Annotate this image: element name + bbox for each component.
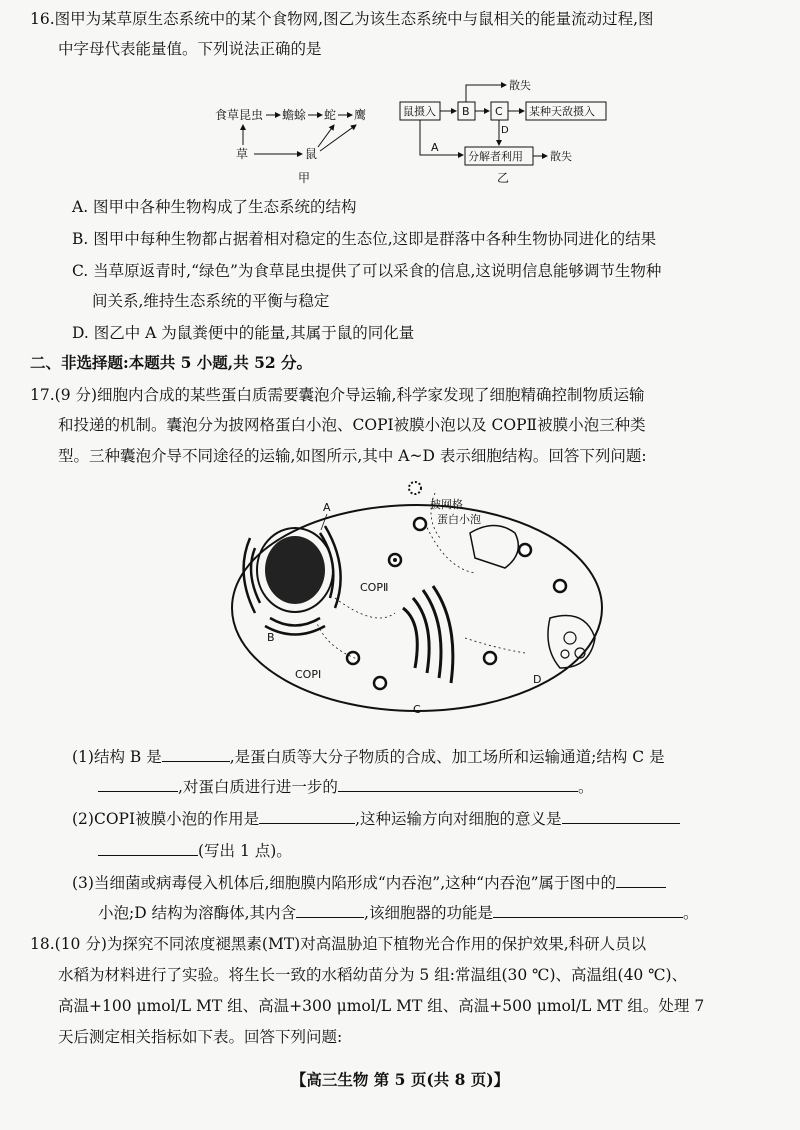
web-caption: 甲 — [298, 171, 311, 185]
answer-blank-vesicle-type[interactable] — [616, 871, 666, 888]
q16-option-b: B. 图甲中每种生物都占据着相对稳定的生态位,这即是群落中各种生物协同进化的结果 — [72, 230, 657, 248]
label-c: C — [413, 703, 421, 716]
web-grass: 草 — [236, 147, 249, 161]
label-clathrin-line2: 蛋白小泡 — [437, 513, 481, 526]
q18-line2: 水稻为材料进行了实验。将生长一致的水稻幼苗分为 5 组:常温组(30 ℃)、高温组(40 ℃)、 — [58, 966, 688, 984]
q18-line4: 天后测定相关指标如下表。回答下列问题: — [58, 1028, 343, 1046]
q16-option-a: A. 图甲中各种生物构成了生态系统的结构 — [72, 198, 357, 216]
answer-blank-significance-cont[interactable] — [98, 839, 198, 856]
flow-loss2: 散失 — [550, 150, 572, 163]
flow-b: B — [462, 105, 470, 118]
q16-option-c-line2: 间关系,维持生态系统的平衡与稳定 — [92, 292, 330, 310]
label-clathrin-line1: 披网格 — [430, 498, 463, 511]
flow-predator: 某种天敌摄入 — [529, 105, 595, 118]
page-footer: 【高三生物 第 5 页(共 8 页)】 — [290, 1070, 510, 1089]
flow-mouse-intake: 鼠摄入 — [403, 105, 436, 118]
q17-p2-a: (2)COPⅠ被膜小泡的作用是 — [72, 810, 260, 828]
q18-line1: 18.(10 分)为探究不同浓度褪黑素(MT)对高温胁迫下植物光合作用的保护效果,科研人员以 — [30, 935, 647, 953]
web-hawk: 鹰 — [354, 108, 367, 122]
q17-stem-line3: 型。三种囊泡介导不同途径的运输,如图所示,其中 A~D 表示细胞结构。回答下列问题: — [58, 447, 647, 465]
web-insect: 食草昆虫 — [215, 108, 264, 122]
label-d: D — [533, 673, 542, 686]
q17-p2-c: (写出 1 点)。 — [198, 842, 292, 860]
q17-p1-a: (1)结构 B 是 — [72, 748, 162, 766]
answer-blank-c-function[interactable] — [338, 775, 578, 792]
q17-p1-c: ,对蛋白质进行进一步的 — [178, 778, 338, 796]
answer-blank-significance[interactable] — [562, 807, 680, 824]
q17-part1-line2 — [98, 775, 800, 798]
q18-line3: 高温+100 μmol/L MT 组、高温+300 μmol/L MT 组、高温+500 μmol/L MT 组。处理 7 — [58, 997, 705, 1015]
q16-stem-line2: 中字母代表能量值。下列说法正确的是 — [58, 40, 322, 58]
flow-c: C — [495, 105, 503, 118]
q17-part1-line1 — [72, 745, 800, 768]
q17-part3-line1 — [72, 871, 800, 894]
q16-option-c-line1: C. 当草原返青时,“绿色”为食草昆虫提供了可以采食的信息,这说明信息能够调节生物种 — [72, 262, 662, 280]
q17-p3-d: 。 — [682, 904, 699, 922]
flow-a: A — [431, 141, 439, 154]
food-web-diagram — [210, 95, 400, 185]
answer-blank-copi-role[interactable] — [259, 807, 355, 824]
q17-p3-a: (3)当细菌或病毒侵入机体后,细胞膜内陷形成“内吞泡”,这种“内吞泡”属于图中的 — [72, 874, 617, 892]
q17-p1-d: 。 — [577, 778, 594, 796]
answer-blank-b[interactable] — [162, 745, 230, 762]
cell-vesicle-diagram — [225, 478, 610, 723]
label-a: A — [323, 501, 331, 514]
q17-stem-line1: 17.(9 分)细胞内合成的某些蛋白质需要囊泡介导运输,科学家发现了细胞精确控制物质运输 — [30, 386, 645, 404]
label-copi: COPⅠ — [295, 668, 322, 681]
web-toad: 蟾蜍 — [282, 108, 307, 122]
q17-p2-b: ,这种运输方向对细胞的意义是 — [355, 810, 562, 828]
q17-stem-line2: 和投递的机制。囊泡分为披网格蛋白小泡、COPⅠ被膜小泡以及 COPⅡ被膜小泡三种类 — [58, 416, 646, 434]
flow-decomposer: 分解者利用 — [468, 150, 523, 163]
answer-blank-lysosome-function[interactable] — [493, 901, 683, 918]
web-mouse: 鼠 — [305, 147, 318, 161]
q17-p3-c: ,该细胞器的功能是 — [364, 904, 493, 922]
q16-stem-line1: 16.图甲为某草原生态系统中的某个食物网,图乙为该生态系统中与鼠相关的能量流动过程,图 — [30, 10, 654, 28]
q17-part2-line2 — [98, 839, 800, 862]
web-snake: 蛇 — [324, 108, 337, 122]
section-header: 二、非选择题:本题共 5 小题,共 52 分。 — [30, 353, 313, 372]
q17-p3-b: 小泡;D 结构为溶酶体,其内含 — [98, 904, 297, 922]
flow-d: D — [501, 125, 509, 136]
label-copii: COPⅡ — [360, 581, 389, 594]
q16-option-d: D. 图乙中 A 为鼠粪便中的能量,其属于鼠的同化量 — [72, 324, 415, 342]
answer-blank-c[interactable] — [98, 775, 178, 792]
q17-p1-b: ,是蛋白质等大分子物质的合成、加工场所和运输通道;结构 C 是 — [229, 748, 665, 766]
label-b: B — [267, 631, 275, 644]
energy-flow-diagram — [395, 75, 620, 190]
flow-caption: 乙 — [497, 171, 510, 185]
flow-loss1: 散失 — [509, 79, 531, 92]
q17-part2-line1 — [72, 807, 800, 830]
answer-blank-lysosome-content[interactable] — [296, 901, 364, 918]
q17-part3-line2 — [98, 901, 800, 924]
